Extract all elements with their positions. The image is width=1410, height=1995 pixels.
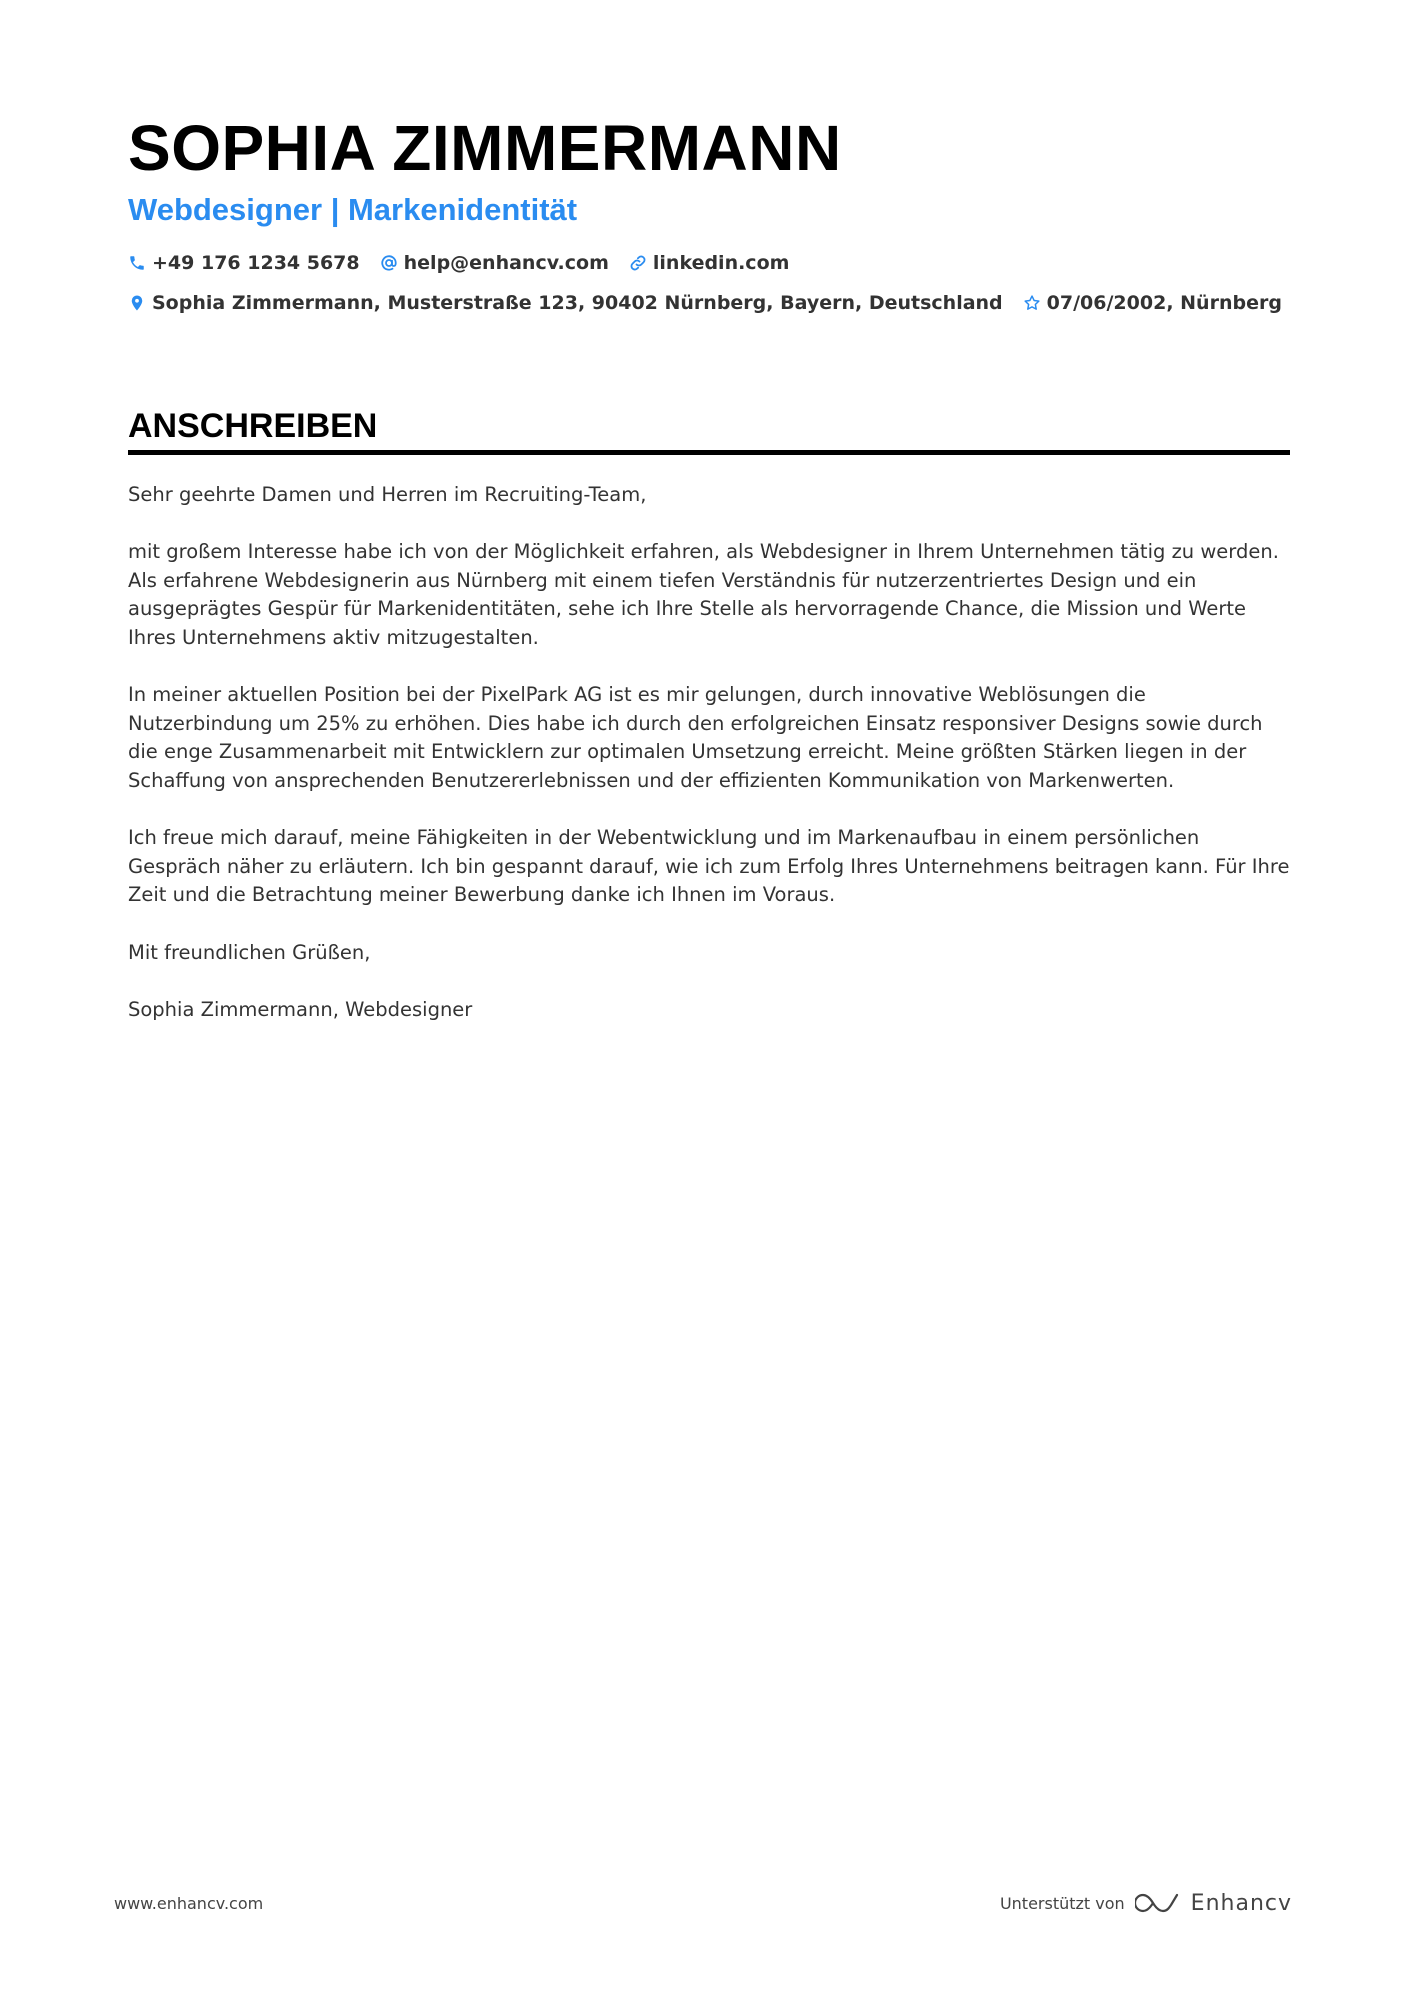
brand-logo[interactable] bbox=[1135, 1890, 1292, 1916]
email-text: help@enhancv.com bbox=[403, 252, 609, 274]
location-pin-icon bbox=[128, 294, 146, 312]
powered-by-label: Unterstützt von bbox=[999, 1893, 1125, 1913]
contact-linkedin[interactable] bbox=[629, 252, 790, 274]
letter-greeting: Sehr geehrte Damen und Herren im Recruiting-Team, bbox=[128, 483, 647, 506]
star-icon bbox=[1023, 294, 1041, 312]
letter-signature: Sophia Zimmermann, Webdesigner bbox=[128, 997, 473, 1021]
contact-birth bbox=[1023, 292, 1282, 314]
contact-row-2 bbox=[128, 288, 1288, 318]
phone-text: +49 176 1234 5678 bbox=[152, 252, 360, 274]
header bbox=[128, 108, 1288, 318]
contact-address bbox=[128, 292, 1003, 314]
letter-body bbox=[128, 481, 1290, 1024]
letter-closing: Mit freundlichen Grüßen, bbox=[128, 940, 371, 964]
section-title: ANSCHREIBEN bbox=[128, 407, 378, 445]
footer bbox=[114, 1888, 1292, 1918]
applicant-name: SOPHIA ZIMMERMANN bbox=[128, 112, 842, 184]
powered-by bbox=[1000, 1890, 1292, 1916]
at-icon bbox=[380, 254, 398, 272]
letter-paragraph-1: mit großem Interesse habe ich von der Möglichkeit erfahren, als Webdesigner in Ihrem Unternehmen tätig zu werden. Als erfahrene Webdesignerin aus Nürnberg mit einem tiefen Verständnis für nutzerzentriertes Design und ein ausgeprägtes Gespür für Markenidentitäten, sehe ich Ihre Stelle als hervorragende Chance, die Mission und Werte Ihres Unternehmens aktiv mitzugestalten. bbox=[128, 540, 1279, 649]
letter-paragraph-2: In meiner aktuellen Position bei der PixelPark AG ist es mir gelungen, durch innovative Weblösungen die Nutzerbindung um 25% zu erhöhen. Dies habe ich durch den erfolgreichen Einsatz responsiver Designs sowie durch die enge Zusammenarbeit mit Entwicklern zur optimalen Umsetzung erreicht. Meine größten Stärken liegen in der Schaffung von ansprechenden Benutzererlebnissen und der effizienten Kommunikation von Markenwerten. bbox=[128, 683, 1263, 792]
section-divider bbox=[128, 450, 1290, 455]
cover-letter-section bbox=[128, 404, 1290, 1053]
footer-url[interactable]: www.enhancv.com bbox=[114, 1893, 264, 1913]
linkedin-text: linkedin.com bbox=[652, 252, 790, 274]
contact-email[interactable] bbox=[380, 252, 609, 274]
link-icon bbox=[629, 254, 647, 272]
address-text: Sophia Zimmermann, Musterstraße 123, 90402 Nürnberg, Bayern, Deutschland bbox=[152, 292, 1003, 314]
enhancv-logo-icon bbox=[1135, 1890, 1183, 1916]
contact-row-1 bbox=[128, 248, 1288, 278]
contact-phone bbox=[128, 252, 360, 274]
job-title: Webdesigner | Markenidentität bbox=[128, 192, 578, 227]
birth-text: 07/06/2002, Nürnberg bbox=[1046, 292, 1282, 314]
brand-name: Enhancv bbox=[1190, 1890, 1292, 1916]
letter-paragraph-3: Ich freue mich darauf, meine Fähigkeiten in der Webentwicklung und im Markenaufbau in einem persönlichen Gespräch näher zu erläutern. Ich bin gespannt darauf, wie ich zum Erfolg Ihres Unternehmens beitragen kann. Für Ihre Zeit und die Betrachtung meiner Bewerbung danke ich Ihnen im Voraus. bbox=[128, 826, 1290, 907]
phone-icon bbox=[128, 254, 146, 272]
